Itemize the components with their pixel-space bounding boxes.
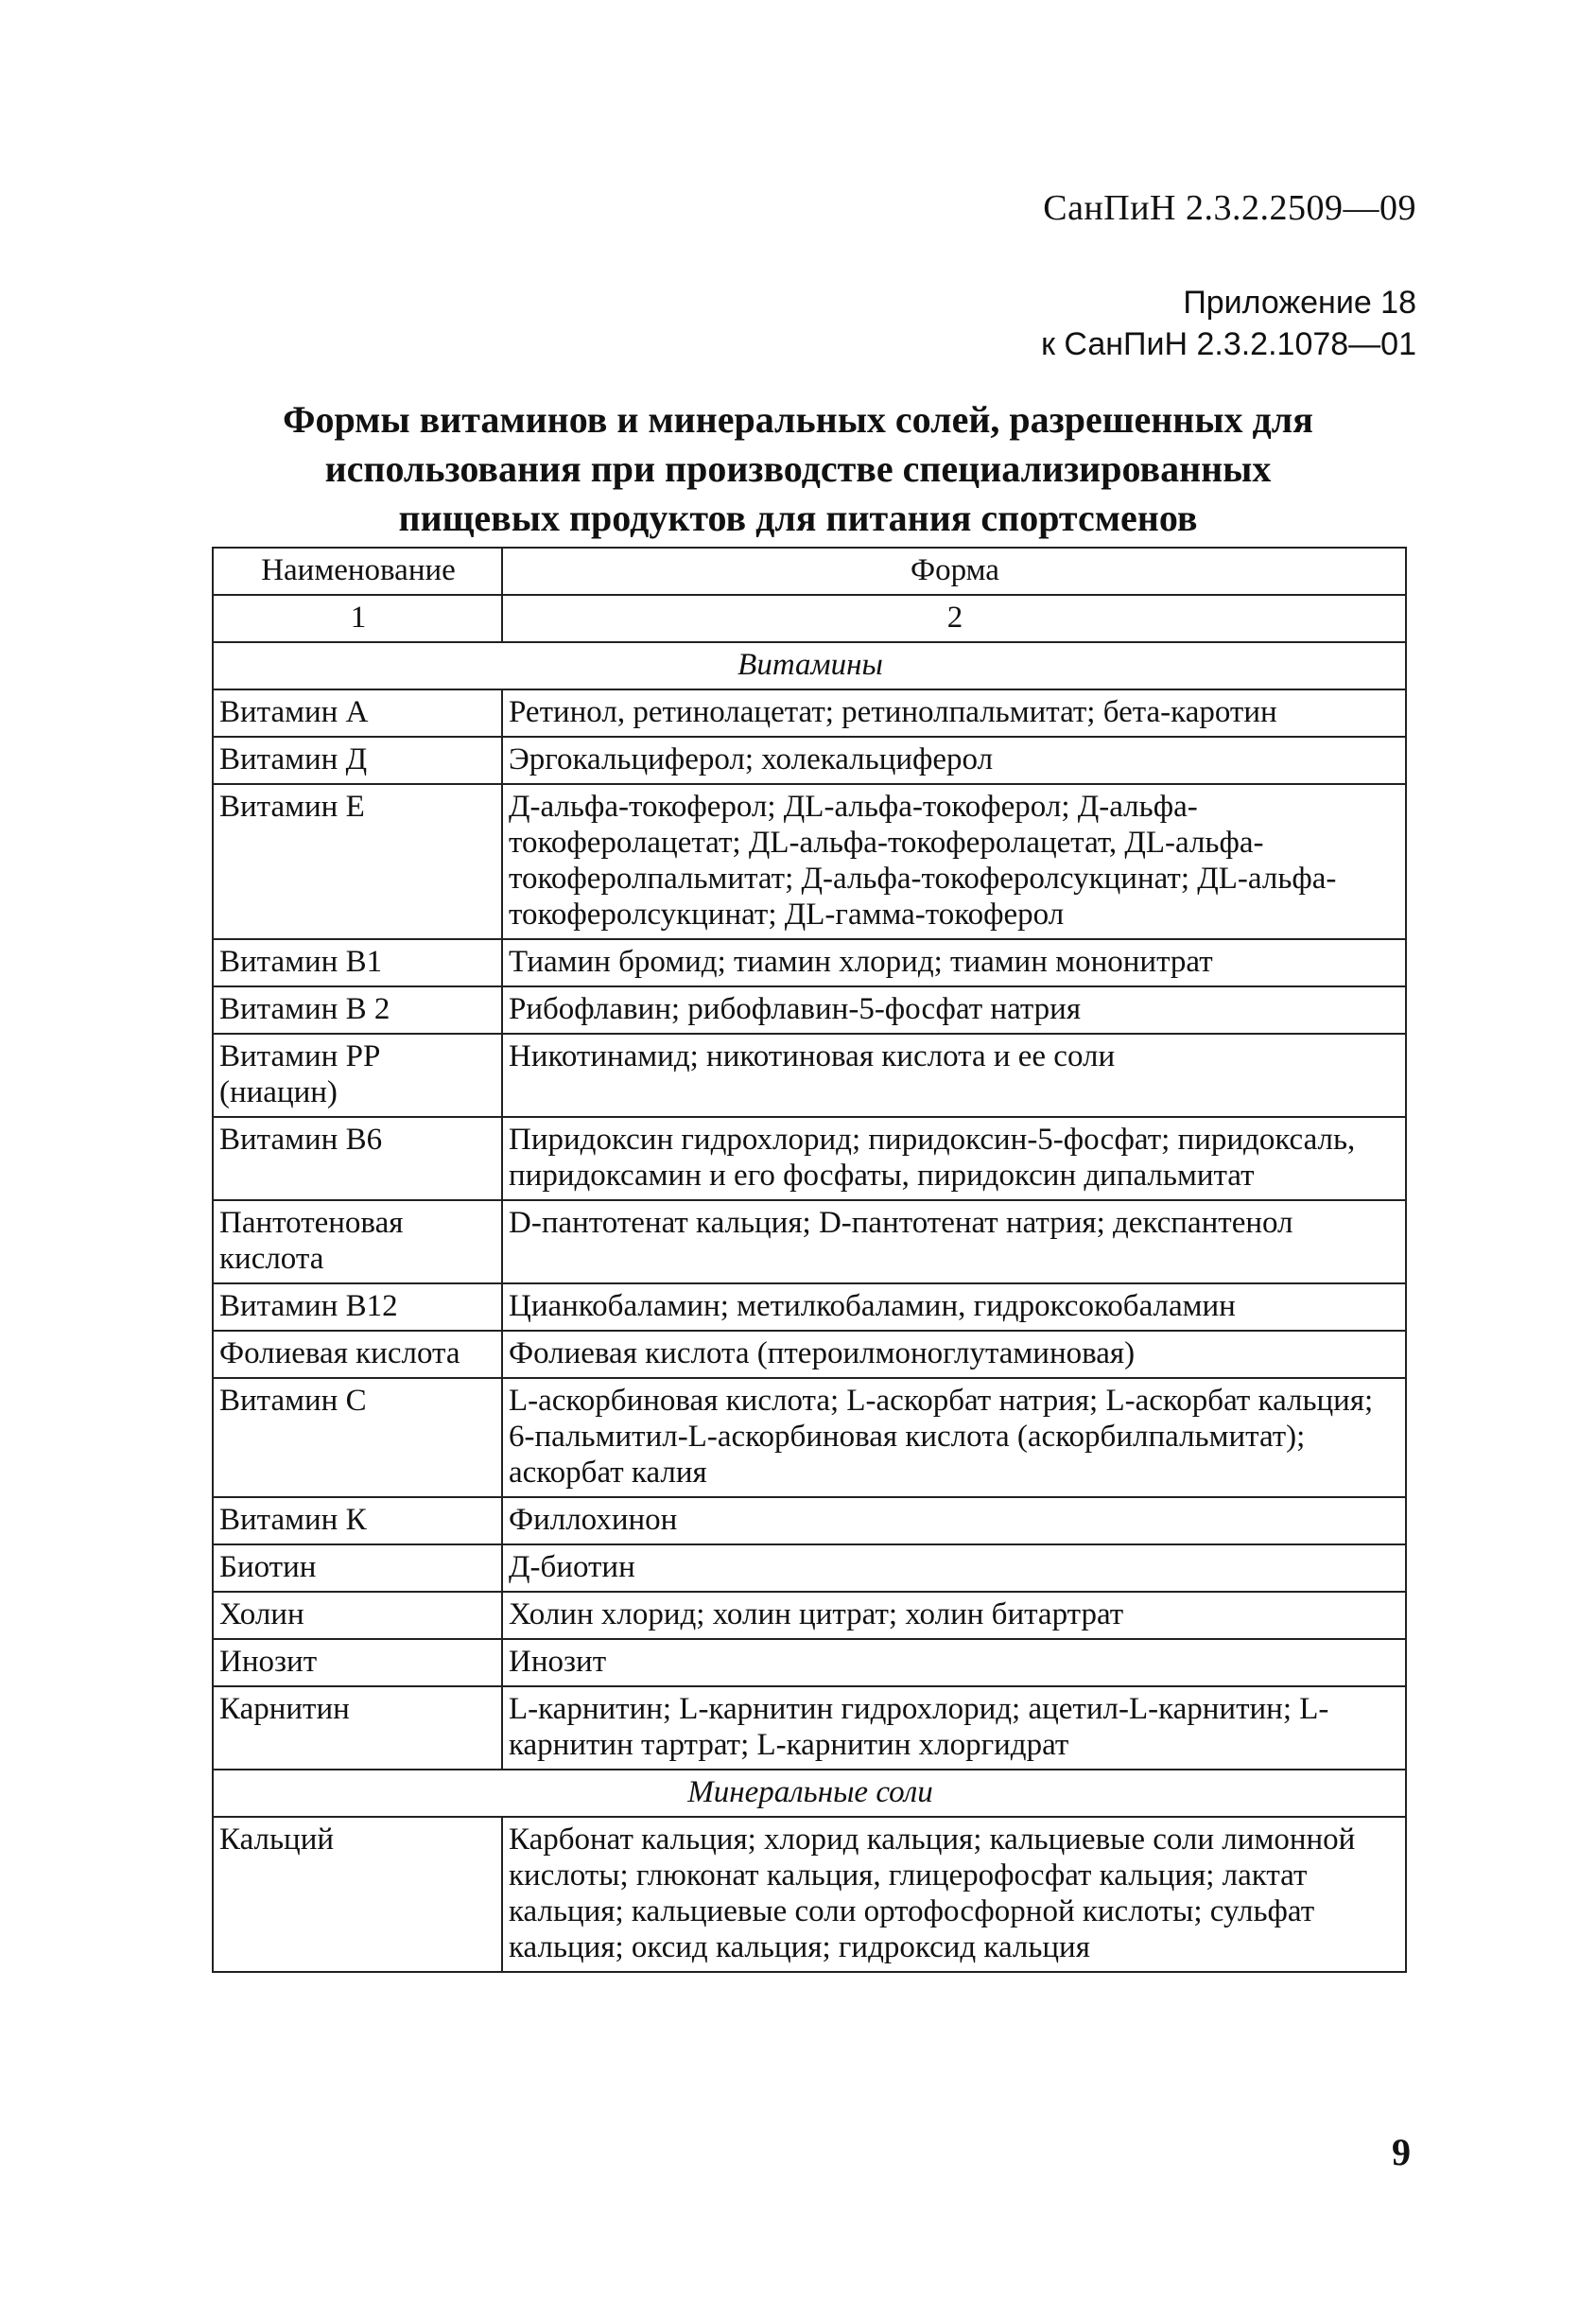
row-form: Эргокальциферол; холекальциферол [502,737,1406,784]
row-form: Д-биотин [502,1544,1406,1592]
section-title-vitamins: Витамины [213,642,1406,689]
row-name: Витамин Е [213,784,502,939]
table-row [213,1117,1406,1200]
row-form: L-аскорбиновая кислота; L-аскорбат натрия; L-аскорбат кальция; 6-пальмитил-L-аскорбиновая кислота (аскорбилпальмитат); аскорбат калия [502,1378,1406,1497]
row-form: Тиамин бромид; тиамин хлорид; тиамин мононитрат [502,939,1406,986]
row-name: Биотин [213,1544,502,1592]
page-number: 9 [1392,2131,1411,2173]
row-name: Фолиевая кислота [213,1331,502,1378]
table-row [213,1378,1406,1497]
table-row [213,939,1406,986]
row-name: Витамин В 2 [213,986,502,1034]
vitamin-forms-table [212,547,1407,1973]
row-name: Холин [213,1592,502,1639]
column-header-form: Форма [502,548,1406,595]
table-row [213,784,1406,939]
row-form: Холин хлорид; холин цитрат; холин битартрат [502,1592,1406,1639]
row-name: Витамин B1 [213,939,502,986]
row-name: Витамин А [213,689,502,737]
column-number-2: 2 [502,595,1406,642]
table-row [213,1817,1406,1972]
row-name: Пантотеновая кислота [213,1200,502,1283]
table-row [213,1544,1406,1592]
title-line-1: Формы витаминов и минеральных солей, разрешенных для [283,398,1313,441]
title-line-2: использования при производстве специализированных [324,447,1272,490]
row-name: Кальций [213,1817,502,1972]
table-row [213,1200,1406,1283]
appendix-number: Приложение 18 [1183,285,1416,321]
row-name: Витамин B6 [213,1117,502,1200]
section-row-minerals [213,1770,1406,1817]
row-form: Рибофлавин; рибофлавин-5-фосфат натрия [502,986,1406,1034]
table-row [213,1639,1406,1686]
row-form: L-карнитин; L-карнитин гидрохлорид; ацетил-L-карнитин; L-карнитин тартрат; L-карнитин хлоргидрат [502,1686,1406,1770]
appendix-reference [1041,282,1416,365]
row-form: Фолиевая кислота (птероилмоноглутаминовая) [502,1331,1406,1378]
row-name: Витамин С [213,1378,502,1497]
row-form: Инозит [502,1639,1406,1686]
table-header-row [213,548,1406,595]
column-number-row [213,595,1406,642]
row-name: Витамин Д [213,737,502,784]
title-line-3: пищевых продуктов для питания спортсменов [398,497,1198,539]
row-form: Пиридоксин гидрохлорид; пиридоксин-5-фосфат; пиридоксаль, пиридоксамин и его фосфаты, пиридоксин дипальмитат [502,1117,1406,1200]
row-form: Никотинамид; никотиновая кислота и ее соли [502,1034,1406,1117]
row-form: Д-альфа-токоферол; ДL-альфа-токоферол; Д-альфа-токоферолацетат; ДL-альфа-токоферолацетат, ДL-альфа-токоферолпальмитат; Д-альфа-токоферолсукцинат; ДL-альфа-токоферолсукцинат; ДL-гамма-токоферол [502,784,1406,939]
row-name: Карнитин [213,1686,502,1770]
section-title-minerals: Минеральные соли [213,1770,1406,1817]
row-form: D-пантотенат кальция; D-пантотенат натрия; декспантенол [502,1200,1406,1283]
table-row [213,1283,1406,1331]
column-header-name: Наименование [213,548,502,595]
table-row [213,737,1406,784]
table-row [213,1034,1406,1117]
table-row [213,1497,1406,1544]
row-name: Инозит [213,1639,502,1686]
row-name: Витамин К [213,1497,502,1544]
table-row [213,1592,1406,1639]
row-name: Витамин B12 [213,1283,502,1331]
row-form: Филлохинон [502,1497,1406,1544]
column-number-1: 1 [213,595,502,642]
row-form: Карбонат кальция; хлорид кальция; кальциевые соли лимонной кислоты; глюконат кальция, глицерофосфат кальция; лактат кальция; кальциевые соли ортофосфорной кислоты; сульфат кальция; оксид кальция; гидроксид кальция [502,1817,1406,1972]
row-form: Цианкобаламин; метилкобаламин, гидроксокобаламин [502,1283,1406,1331]
table-row [213,986,1406,1034]
table-row [213,1331,1406,1378]
row-name: Витамин PP (ниацин) [213,1034,502,1117]
row-form: Ретинол, ретинолацетат; ретинолпальмитат; бета-каротин [502,689,1406,737]
table-row [213,1686,1406,1770]
table-row [213,689,1406,737]
document-code: СанПиН 2.3.2.2509—09 [1043,188,1416,228]
section-row-vitamins [213,642,1406,689]
appendix-parent-doc: к СанПиН 2.3.2.1078—01 [1041,326,1416,362]
page-title [189,395,1407,543]
